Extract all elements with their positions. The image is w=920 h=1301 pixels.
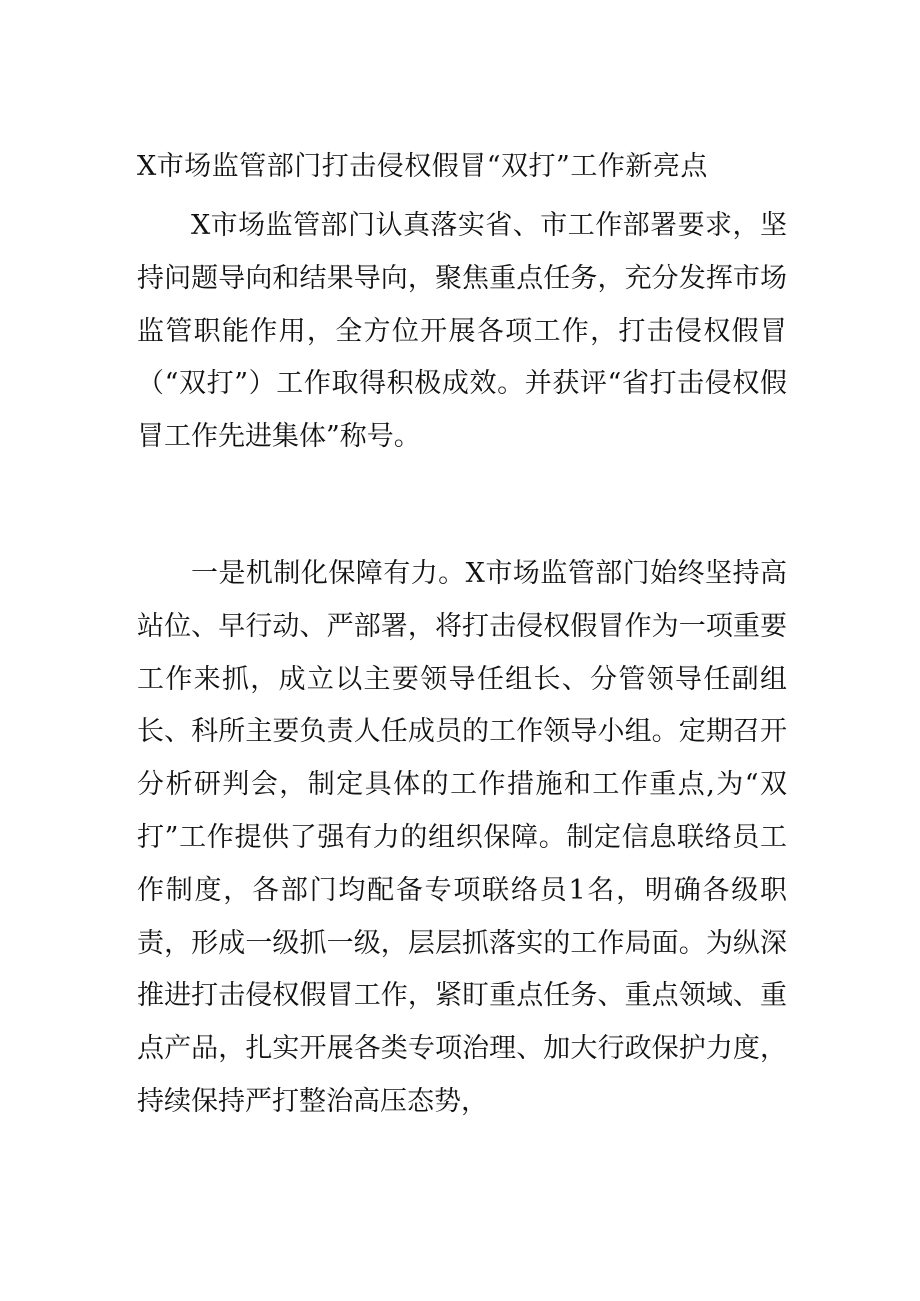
paragraph-intro: X市场监管部门认真落实省、市工作部署要求，坚持问题导向和结果导向，聚焦重点任务，充分发挥市场监管职能作用，全方位开展各项工作，打击侵权假冒（“双打”）工作取得积极成效。并获评“省打击侵权假冒工作先进集体”称号。 xyxy=(137,210,787,453)
paragraph-mechanism: 一是机制化保障有力。X市场监管部门始终坚持高站位、早行动、严部署，将打击侵权假冒作为一项重要工作来抓，成立以主要领导任组长、分管领导任副组长、科所主要负责人任成员的工作领导小组。定期召开分析研判会，制定具体的工作措施和工作重点,为“双打”工作提供了强有力的组织保障。制定信息联络员工作制度，各部门均配备专项联络员1名，明确各级职责，形成一级抓一级，层层抓落实的工作局面。为纵深推进打击侵权假冒工作，紧盯重点任务、重点领域、重点产品，扎实开展各类专项治理、加大行政保护力度，持续保持严打整治高压态势， xyxy=(137,558,787,1117)
document-title: X市场监管部门打击侵权假冒“双打”工作新亮点 xyxy=(137,151,708,182)
